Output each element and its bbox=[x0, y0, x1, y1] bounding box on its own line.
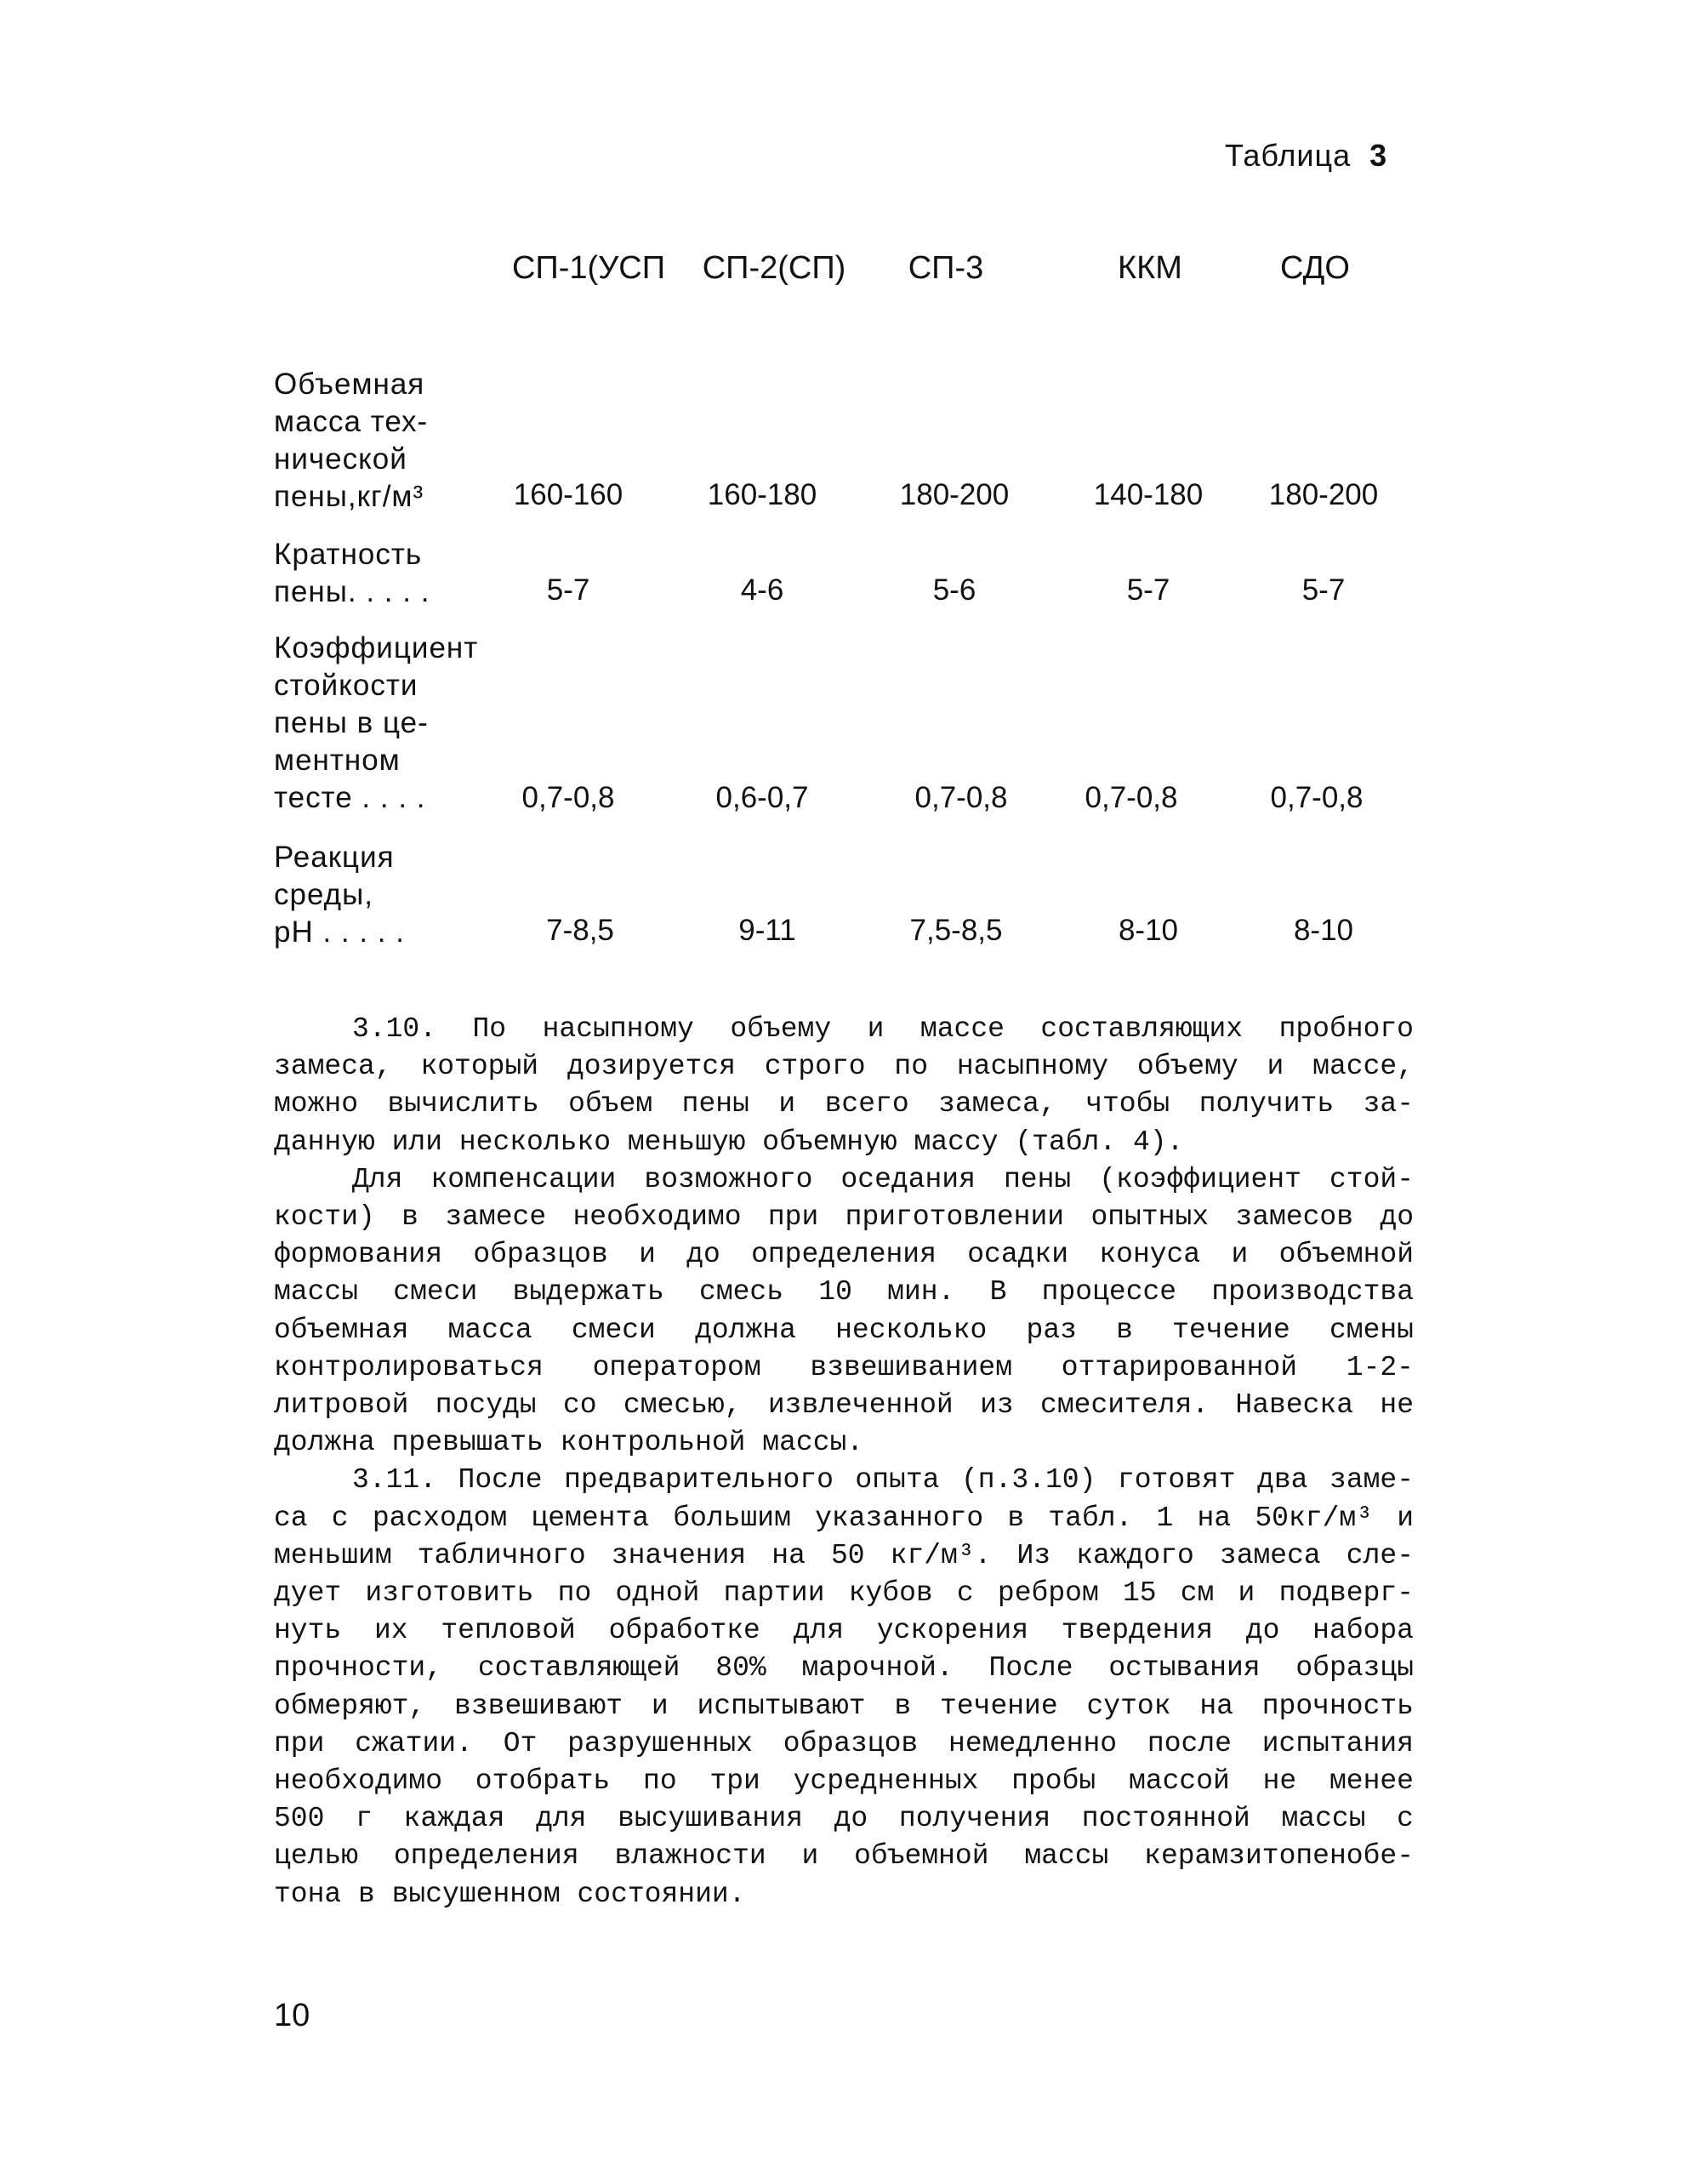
table-cell: 0,7-0,8 bbox=[914, 781, 1008, 814]
row-label-line: Объемная bbox=[274, 368, 425, 401]
text-line: массы смеси выдержать смесь 10 мин. В процессе производства bbox=[274, 1276, 1414, 1309]
text-line: обмеряют, взвешивают и испытывают в течение суток на прочность bbox=[274, 1690, 1414, 1722]
table-cell: 5-7 bbox=[1301, 573, 1346, 607]
text-line: целью определения влажности и объемной массы керамзитопенобе- bbox=[274, 1840, 1414, 1873]
body-text bbox=[274, 1011, 1414, 1913]
table-cell: 0,7-0,8 bbox=[1270, 781, 1364, 814]
row-label-line: среды, bbox=[274, 878, 373, 911]
table-cell: 0,7-0,8 bbox=[1085, 781, 1178, 814]
paragraph-3-11 bbox=[274, 1462, 1414, 1913]
text-line: должна превышать контрольной массы. bbox=[274, 1427, 864, 1459]
row-label bbox=[274, 839, 405, 951]
table-cell: 5-7 bbox=[1126, 573, 1170, 607]
table-cell: 160-160 bbox=[513, 478, 623, 511]
row-label-line: pH . . . . . bbox=[274, 915, 405, 949]
table-cell: 5-6 bbox=[932, 573, 976, 607]
row-label-line: нической bbox=[274, 442, 407, 476]
table-cell: 0,7-0,8 bbox=[521, 781, 615, 814]
row-label-line: Реакция bbox=[274, 841, 395, 874]
row-label-line: Кратность bbox=[274, 538, 423, 571]
text-line: тона в высушенном состоянии. bbox=[274, 1878, 746, 1910]
paragraph-3-10 bbox=[274, 1011, 1414, 1161]
row-label bbox=[274, 366, 428, 516]
text-line: формования образцов и до определения осадки конуса и объемной bbox=[274, 1239, 1414, 1271]
table-cell: 180-200 bbox=[899, 478, 1010, 511]
row-label bbox=[274, 630, 478, 817]
row-label-line: стойкости bbox=[274, 669, 418, 702]
text-line: можно вычислить объем пены и всего замеса, чтобы получить за- bbox=[274, 1088, 1414, 1120]
row-label-line: ментном bbox=[274, 744, 401, 777]
table-cell: 8-10 bbox=[1293, 914, 1354, 947]
text-line: 500 г каждая для высушивания до получения постоянной массы с bbox=[274, 1803, 1414, 1835]
text-line: необходимо отобрать по три усредненных пробы массой не менее bbox=[274, 1765, 1414, 1798]
text-line: литровой посуды со смесью, извлеченной из смесителя. Навеска не bbox=[274, 1389, 1414, 1422]
text-line: меньшим табличного значения на 50 кг/м³. Из каждого замеса сле- bbox=[274, 1539, 1414, 1571]
text-line: данную или несколько меньшую объемную массу (табл. 4). bbox=[274, 1126, 1184, 1158]
text-line: объемная масса смеси должна несколько раз в течение смены bbox=[274, 1314, 1414, 1346]
row-label-line: тесте . . . . bbox=[274, 781, 426, 814]
text-line: контролироваться оператором взвешиванием оттарированной 1-2- bbox=[274, 1351, 1414, 1383]
table-caption-number: 3 bbox=[1369, 138, 1388, 173]
row-label-line: пены в це- bbox=[274, 706, 429, 739]
column-header: СП-1(УСП bbox=[511, 250, 666, 286]
column-header: СДО bbox=[1280, 250, 1350, 286]
text-line: нуть их тепловой обработке для ускорения твердения до набора bbox=[274, 1615, 1414, 1647]
row-label-line: пены. . . . . bbox=[274, 575, 430, 608]
table-caption bbox=[1225, 138, 1387, 174]
table-cell: 8-10 bbox=[1118, 914, 1179, 947]
row-label-line: масса тех- bbox=[274, 405, 429, 438]
text-line: са с расходом цемента большим указанного в табл. 1 на 50кг/м³ и bbox=[274, 1502, 1414, 1534]
table-cell: 140-180 bbox=[1093, 478, 1204, 511]
page-number: 10 bbox=[274, 1998, 310, 2033]
row-label bbox=[274, 536, 430, 611]
table-cell: 9-11 bbox=[738, 914, 796, 947]
table-caption-label: Таблица bbox=[1225, 138, 1352, 173]
table-cell: 180-200 bbox=[1268, 478, 1379, 511]
row-label-line: Коэффициент bbox=[274, 631, 479, 664]
table-cell: 4-6 bbox=[740, 573, 784, 607]
paragraph-compensation bbox=[274, 1161, 1414, 1463]
text-line: Для компенсации возможного оседания пены (коэффициент стой- bbox=[352, 1163, 1414, 1195]
text-line: замеса, который дозируется строго по насыпному объему и массе, bbox=[274, 1051, 1414, 1083]
text-line: при сжатии. От разрушенных образцов немедленно после испытания bbox=[274, 1727, 1414, 1759]
table-cell: 0,6-0,7 bbox=[715, 781, 809, 814]
table-cell: 7-8,5 bbox=[546, 914, 614, 947]
text-line: кости) в замесе необходимо при приготовлении опытных замесов до bbox=[274, 1201, 1414, 1234]
column-header: ККМ bbox=[1118, 250, 1182, 286]
row-label-line: пены,кг/м³ bbox=[274, 480, 424, 513]
text-line: дует изготовить по одной партии кубов с ребром 15 см и подверг- bbox=[274, 1577, 1414, 1610]
table-cell: 7,5-8,5 bbox=[909, 914, 1003, 947]
text-line: 3.11. После предварительного опыта (п.3.10) готовят два заме- bbox=[352, 1464, 1414, 1497]
text-line: прочности, составляющей 80% марочной. После остывания образцы bbox=[274, 1652, 1414, 1685]
column-header: СП-3 bbox=[908, 250, 984, 286]
text-line: 3.10. По насыпному объему и массе составляющих пробного bbox=[352, 1013, 1414, 1045]
column-header: СП-2(СП) bbox=[702, 250, 846, 286]
table-cell: 160-180 bbox=[707, 478, 817, 511]
table-cell: 5-7 bbox=[546, 573, 590, 607]
